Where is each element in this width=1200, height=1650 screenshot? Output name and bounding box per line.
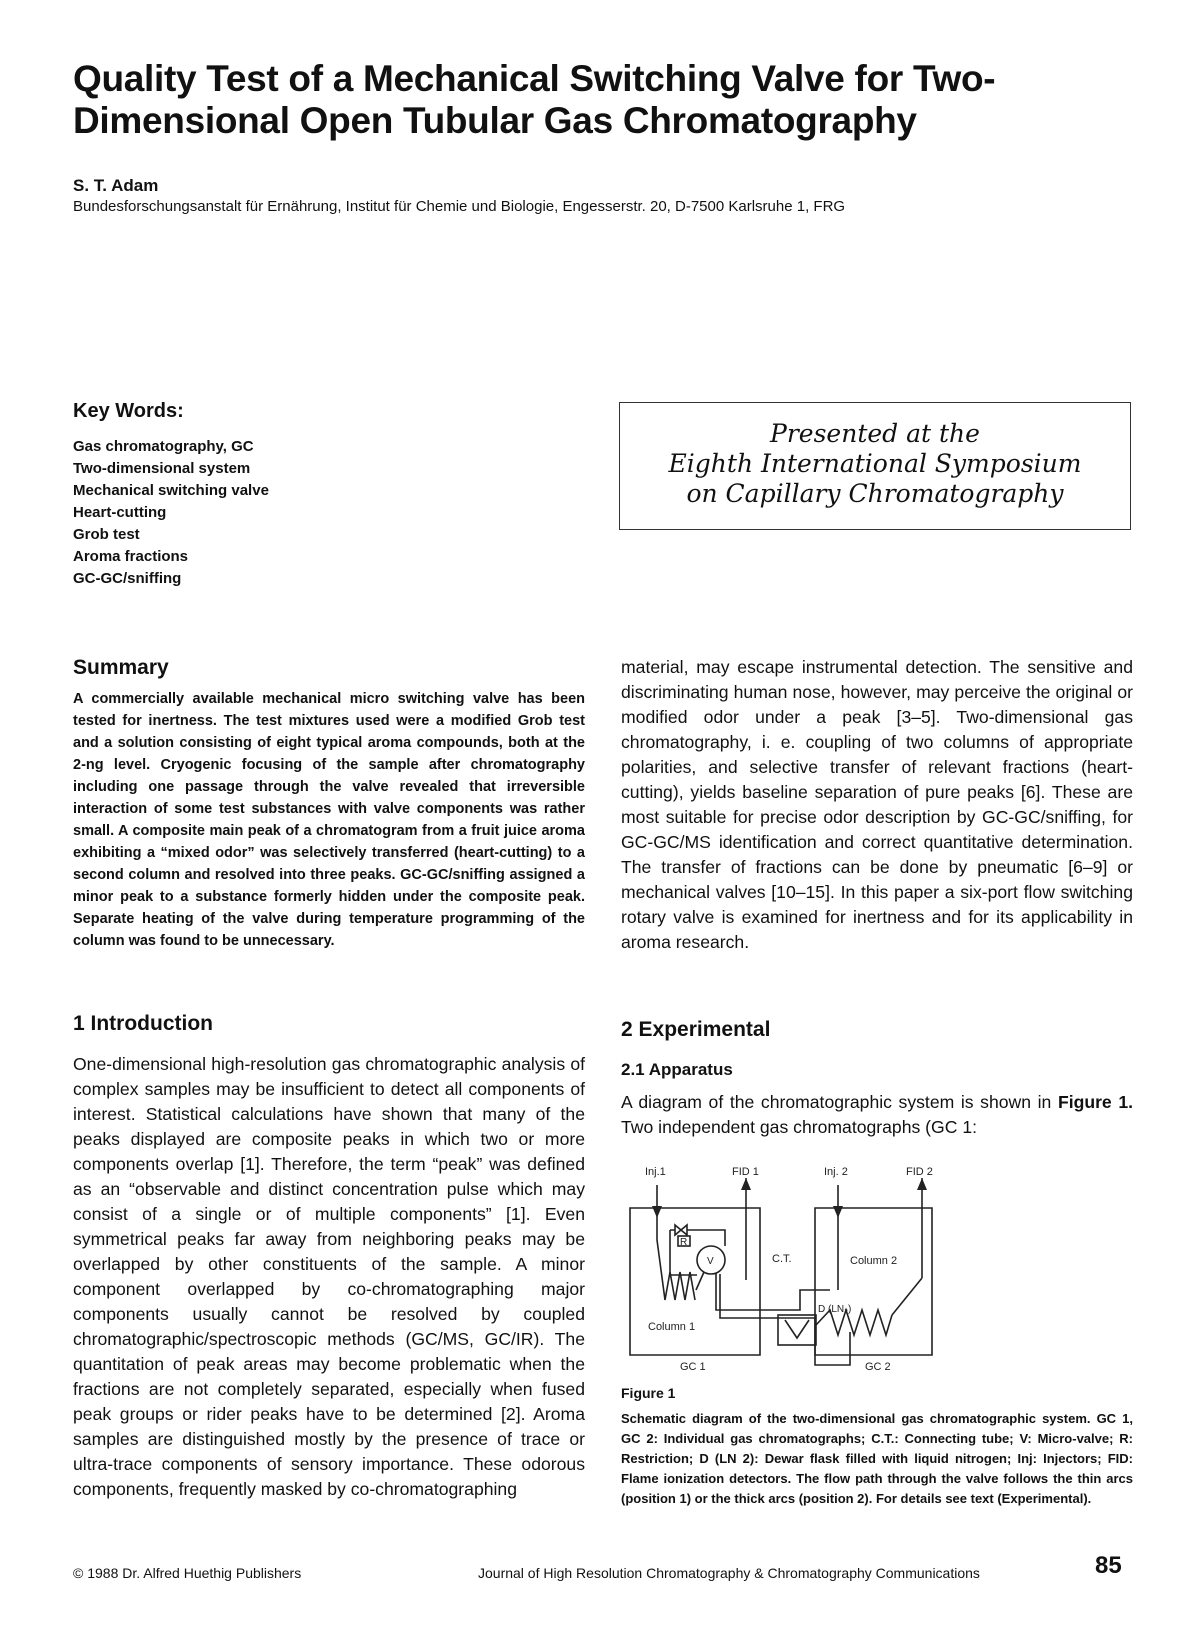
affiliation: Bundesforschungsanstalt für Ernährung, Institut für Chemie und Biologie, Engesserstr. 20, D-7500 Karlsruhe 1, FRG [73,198,846,215]
experimental-heading: 2 Experimental [621,1018,771,1041]
gc2-oven-outline [815,1208,932,1355]
summary-text: A commercially available mechanical micro switching valve has been tested for inertness. The test mixtures used were a modified Grob test and a solution consisting of eight typical aroma compounds, both at the 2-ng level. Cryogenic focusing of the sample after chromatography including one passage through the valve revealed that irreversible interaction of some test substances with valve components was rather small. A composite main peak of a chromatogram from a fruit juice aroma exhibiting a “mixed odor” was selectively transferred (heart-cutting) to a second column and resolved into three peaks. GC-GC/sniffing assigned a minor peak to a substance formerly hidden under the composite peak. Separate heating of the valve during temperature programming of the column was found to be unnecessary. [73,691,585,949]
label-inj1: Inj.1 [645,1166,666,1178]
restriction-symbol [675,1225,687,1235]
fid1-arrow [741,1178,751,1190]
label-dewar: D (LN₂) [818,1304,852,1315]
symposium-line: on Capillary Chromatography [686,479,1064,508]
label-gc2: GC 2 [865,1361,891,1373]
apparatus-subheading: 2.1 Apparatus [621,1060,733,1079]
dewar-u-tube [785,1320,809,1338]
journal-name: Journal of High Resolution Chromatography & Chromatography Communications [478,1565,980,1581]
keyword-item: Mechanical switching valve [73,482,269,499]
column1-to-valve [696,1272,704,1290]
figure-title: Figure 1 [621,1385,676,1401]
figure-reference: Figure 1. [1057,1092,1133,1112]
label-ct: C.T. [772,1253,792,1265]
label-v: V [707,1256,714,1267]
introduction-text: One-dimensional high-resolution gas chromatographic analysis of complex samples may be insufficient to detect all components of interest. Statistical calculations have shown that many of the peaks displayed are composite peaks in which two or more components overlap [1]. Therefore, the term “peak” was defined as an “observable and distinct concentration pulse which may consist of a single or of multiple components” [1]. Even symmetrical peaks far away from neighboring peaks may be overlapped by other constituents of the sample. A minor component overlapped by co-chromatographing major components usually cannot be resolved by coupled chromatographic/spectroscopic methods (GC/MS, GC/IR). The quantitation of peak areas may become problematic when the fractions are not completely separated, especially when fused peak groups or rider peaks have to be determined [2]. Aroma samples are distinguished mostly by the presence of trace or ultra-trace components of sensory importance. These odorous components, frequently masked by co-chromatographing [73,1054,585,1499]
experimental-text-part: A diagram of the chromatographic system is shown in [621,1092,1058,1112]
label-fid2: FID 2 [906,1166,933,1178]
introduction-heading: 1 Introduction [73,1012,213,1035]
copyright: © 1988 Dr. Alfred Huethig Publishers [73,1565,302,1581]
article-title: Quality Test of a Mechanical Switching Valve for Two-Dimensional Open Tubular Gas Chromatography [73,58,996,141]
label-fid1: FID 1 [732,1166,759,1178]
symposium-line: Presented at the [770,419,980,448]
symposium-line: Eighth International Symposium [668,449,1082,478]
keyword-item: Gas chromatography, GC [73,438,254,455]
experimental-text [621,1090,1133,1140]
inj1-arrow [652,1206,662,1218]
page-number: 85 [1095,1552,1122,1579]
connecting-tube-2 [720,1274,850,1365]
summary-heading: Summary [73,656,169,679]
introduction-continuation: material, may escape instrumental detection. The sensitive and discriminating human nose, however, may perceive the original or modified odor under a peak [3–5]. Two-dimensional gas chromatography, i. e. coupling of two columns of appropriate polarities, and selective transfer of relevant fractions (heart-cutting), yields baseline separation of pure peaks [6]. These are most suitable for precise odor description by GC-GC/sniffing, for GC-GC/MS identification and correct quantitative determination. The transfer of fractions can be done by pneumatic [6–9] or mechanical valves [10–15]. In this paper a six-port flow switching rotary valve is examined for inertness and for its applicability in aroma research. [621,657,1133,952]
inj2-arrow [833,1206,843,1218]
keywords-list [73,436,269,590]
keywords-heading: Key Words: [73,400,184,422]
keyword-item: Grob test [73,526,140,543]
symposium-box [619,402,1131,530]
keyword-item: GC-GC/sniffing [73,570,182,587]
keyword-item: Heart-cutting [73,504,167,521]
figure-caption: Schematic diagram of the two-dimensional gas chromatographic system. GC 1, GC 2: Individual gas chromatographs; C.T.: Connecting tube; V: Micro-valve; R: Restriction; D (LN 2): Dewar flask filled with liquid nitrogen; Inj: Injectors; FID: Flame ionization detectors. The flow path through the valve follows the thin arcs (position 1) or the thick arcs (position 2). For details see text (Experimental). [621,1411,1133,1506]
fid2-arrow [917,1178,927,1190]
system-diagram [620,1160,1140,1380]
keyword-item: Two-dimensional system [73,460,251,477]
experimental-text-part: Two independent gas chromatographs (GC 1: [621,1117,977,1137]
label-inj2: Inj. 2 [824,1166,848,1178]
label-gc1: GC 1 [680,1361,706,1373]
keyword-item: Aroma fractions [73,548,189,565]
dewar-flask [778,1315,816,1345]
author: S. T. Adam [73,176,159,195]
label-column2: Column 2 [850,1255,898,1267]
label-column1: Column 1 [648,1321,696,1333]
connecting-tube [716,1273,830,1310]
column2-to-fid2 [892,1278,922,1315]
label-r: R [680,1237,688,1248]
